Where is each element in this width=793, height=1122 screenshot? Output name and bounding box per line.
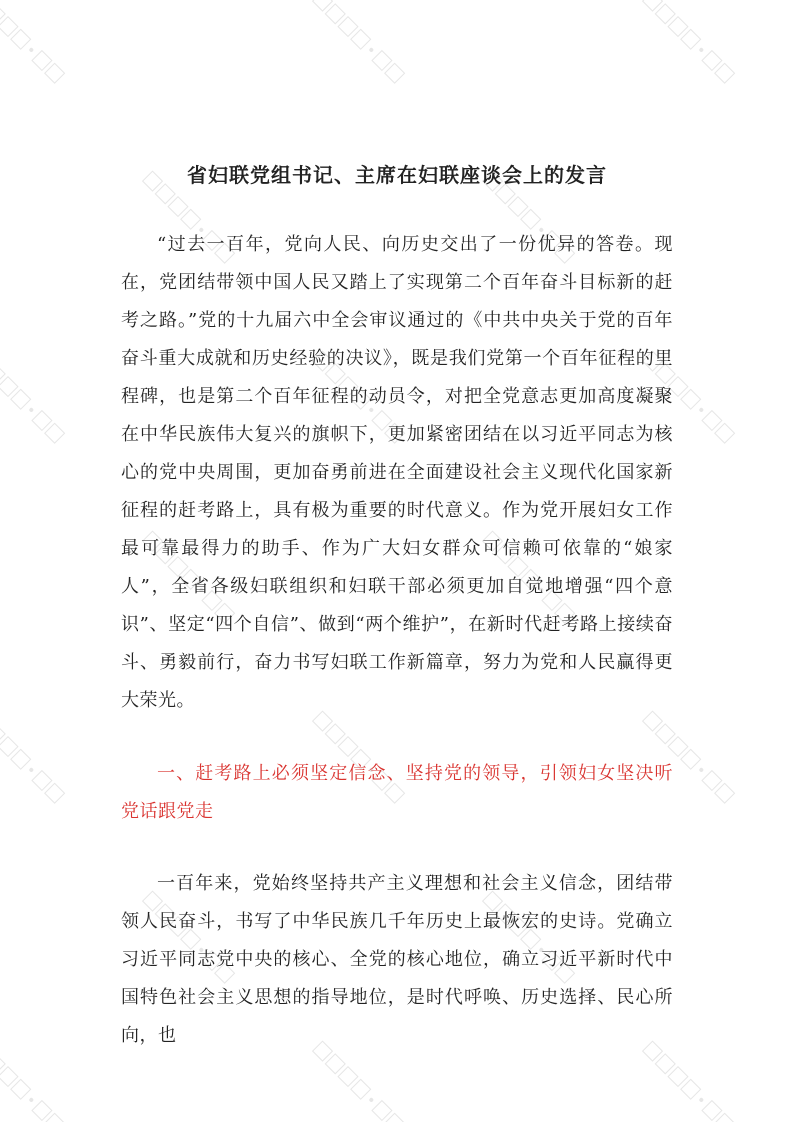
watermark-mark [0,1030,80,1122]
watermark-mark [300,0,420,100]
document-content [121,150,673,1055]
document-title: 省妇联党组书记、主席在妇联座谈会上的发言 [187,163,607,187]
body-paragraph: 一百年来，党始终坚持共产主义理想和社会主义信念，团结带领人民奋斗，书写了中华民族几千年历史上最恢宏的史诗。党确立习近平同志党中央的核心、全党的核心地位，确立习近平新时代中国特色社会主义思想的指导地位，是时代呼唤、历史选择、民心所向，也 [121,873,673,1046]
watermark-mark [0,340,80,460]
watermark-mark [630,0,750,100]
section-heading: 一、赶考路上必须坚定信念、坚持党的领导，引领妇女坚决听党话跟党走 [121,763,673,822]
body-paragraph: “过去一百年，党向人民、向历史交出了一份优异的答卷。现在，党团结带领中国人民又踏上了实现第二个百年奋斗目标新的赶考之路。”党的十九届六中全会审议通过的《中共中央关于党的百年奋斗重大成就和历史经验的决议》，既是我们党第一个百年征程的里程碑，也是第二个百年征程的动员令，对把全党意志更加高度凝聚在中华民族伟大复兴的旗帜下，更加紧密团结在以习近平同志为核心的党中央周围，更加奋勇前进在全面建设社会主义现代化国家新征程的赶考路上，具有极为重要的时代意义。作为党开展妇女工作最可靠最得力的助手、作为广大妇女群众可信赖可依靠的“娘家人”，全省各级妇联组织和妇联干部必须更加自觉地增强“四个意识”、坚定“四个自信”、做到“两个维护”，在新时代赶考路上接续奋斗、勇毅前行，奋力书写妇联工作新篇章，努力为党和人民赢得更大荣光。 [121,234,673,711]
watermark-mark [0,700,80,820]
watermark-mark [0,0,80,100]
